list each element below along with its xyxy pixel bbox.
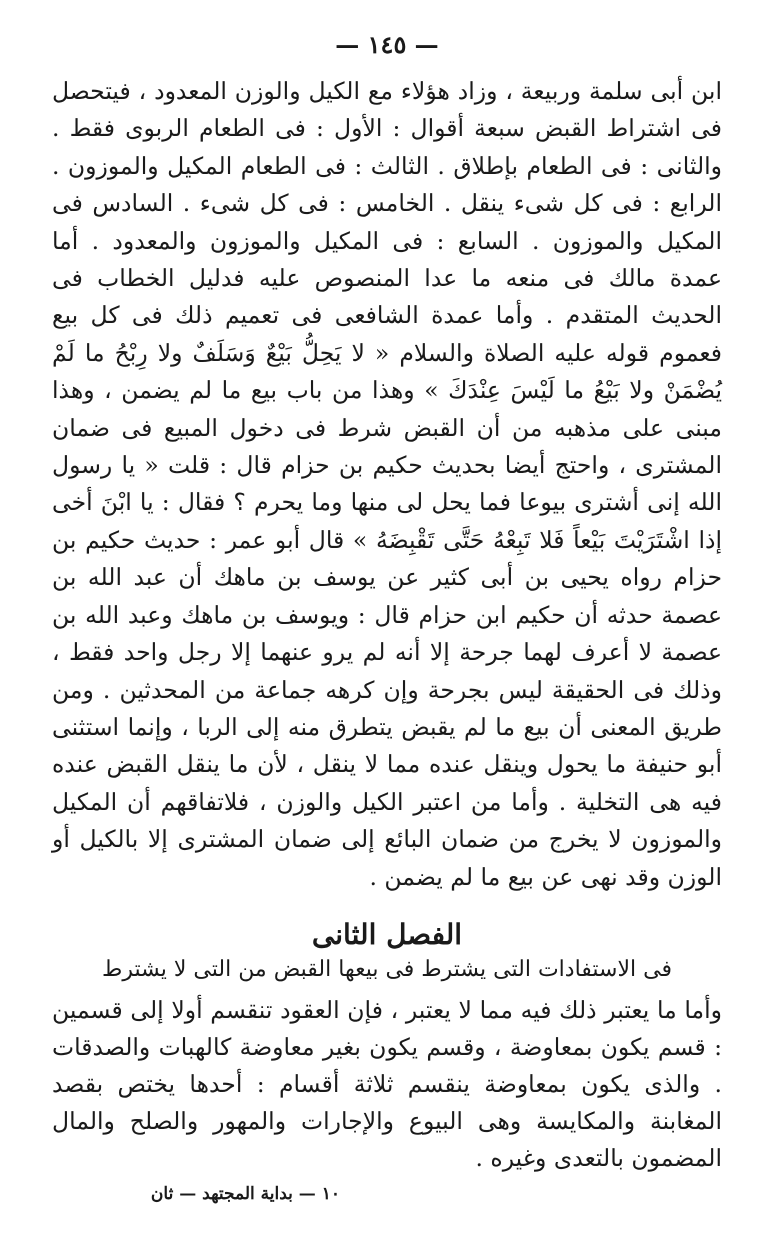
paragraph: وأما ما يعتبر ذلك فيه مما لا يعتبر ، فإن العقود تنقسم أولا إلى قسمين : قسم يكون بمعاوضة ، وقسم يكون بغير معاوضة كالهبات والصدقات . والذى يكون بمعاوضة ينقسم ثلاثة أقسام : أحدها يختص بقصد المغابنة والمكايسة وهى البيوع والإجارات والمهور والصلح والمال المضمون بالتعدى وغيره .: [52, 995, 722, 1172]
main-text: [52, 73, 722, 896]
page-number: — ١٤٥ —: [335, 30, 439, 59]
section-title: الفصل الثانى: [311, 917, 463, 951]
section-text: [52, 992, 722, 1177]
paragraph: ابن أبى سلمة وربيعة ، وزاد هؤلاء مع الكيل والوزن المعدود ، فيتحصل فى اشتراط القبض سبعة أقوال : الأول : فى الطعام الربوى فقط . والثانى : فى الطعام بإطلاق . الثالث : فى الطعام المكيل والموزون . الرابع : فى كل شىء ينقل . الخامس : فى كل شىء . السادس فى المكيل والموزون . السابع : فى المكيل والموزون والمعدود . أما عمدة مالك فى منعه ما عدا المنصوص عليه فدليل الخطاب فى الحديث المتقدم . وأما عمدة الشافعى فى تعميم ذلك فى كل بيع فعموم قوله عليه الصلاة والسلام « لا يَحِلُّ بَيْعٌ وَسَلَفٌ ولا رِبْحُ ما لَمْ يُضْمَنْ ولا بَيْعُ ما لَيْسَ عِنْدَكَ » وهذا من باب بيع ما لم يضمن ، وهذا مبنى على مذهبه من أن القبض شرط فى دخول المبيع فى ضمان المشترى ، واحتج أيضا بحديث حكيم بن حزام قال : قلت « يا رسول الله إنى أشترى بيوعا فما يحل لى منها وما يحرم ؟ فقال : يا ابْنَ أخى إذا اشْتَرَيْتَ بَيْعاً فَلا تَبِعْهُ حَتَّى تَقْبِضَهُ » قال أبو عمر : حديث حكيم بن حزام رواه يحيى بن أبى كثير عن يوسف بن ماهك أن عبد الله بن عصمة حدثه أن حكيم ابن حزام قال : ويوسف بن ماهك وعبد الله بن عصمة لا أعرف لهما جرحة إلا أنه لم يرو عنهما إلا رجل واحد فقط ، وذلك فى الحقيقة ليس بجرحة وإن كرهه جماعة من المحدثين . ومن طريق المعنى أن بيع ما لم يقبض يتطرق منه إلى الربا ، وإنما استثنى أبو حنيفة ما يحول وينقل عنده مما لا ينقل ، لأن ما ينقل القبض عنده فيه هى التخلية . وأما من اعتبر الكيل والوزن ، فلاتفاقهم أن المكيل والموزون لا يخرج من ضمان البائع إلى ضمان المشترى إلا بالكيل أو الوزن وقد نهى عن بيع ما لم يضمن .: [52, 77, 722, 891]
section-subtitle: فى الاستفادات التى يشترط فى بيعها القبض من التى لا يشترط: [102, 956, 672, 982]
footer-signature: ١٠ — بداية المجتهد — ثان: [150, 1184, 340, 1204]
